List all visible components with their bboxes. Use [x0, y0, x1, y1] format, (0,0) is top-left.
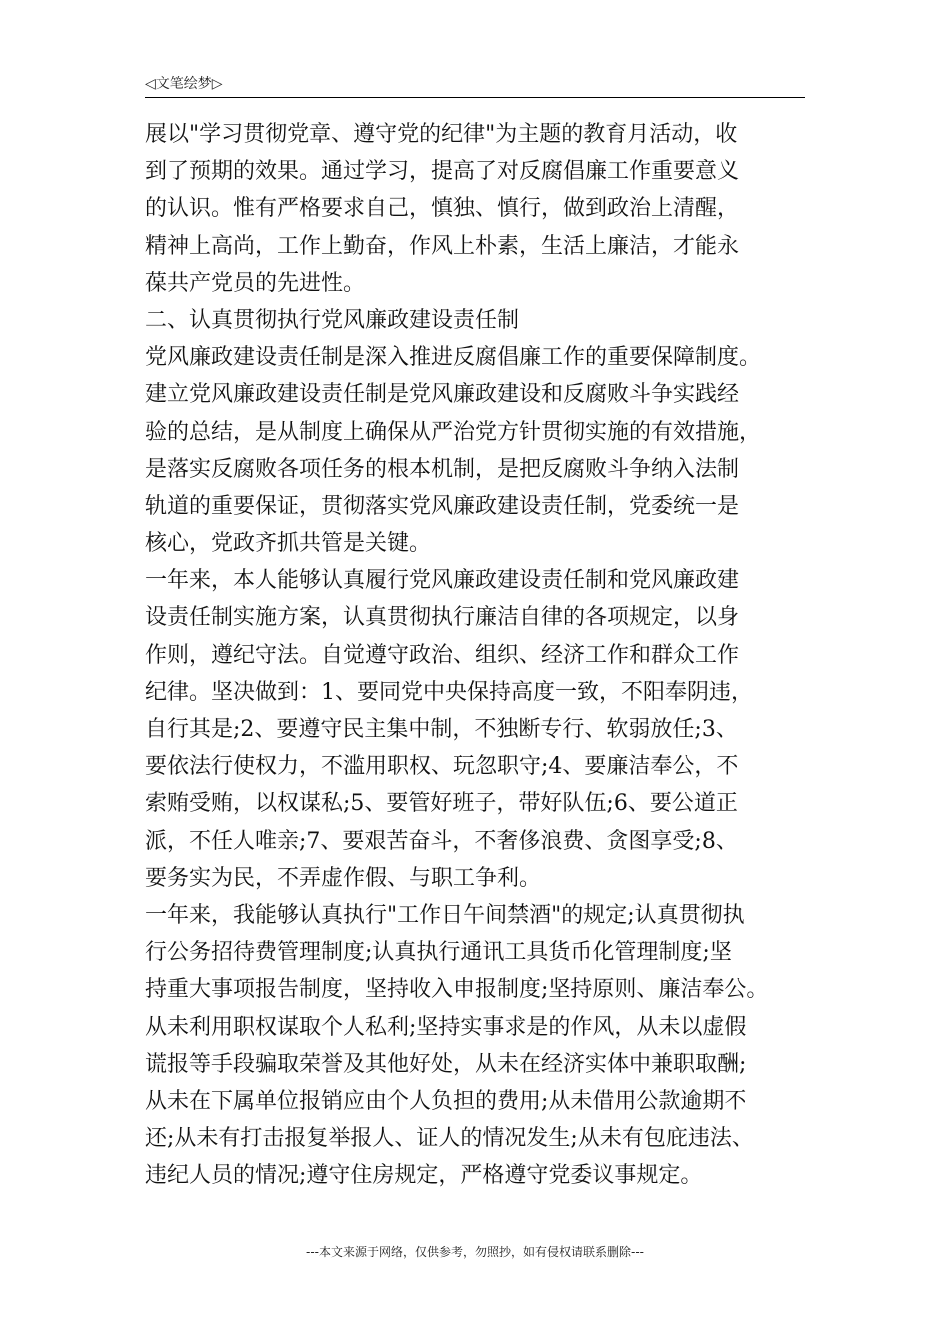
body-line: 验的总结，是从制度上确保从严治党方针贯彻实施的有效措施， [145, 419, 762, 445]
body-line: 违纪人员的情况;遵守住房规定，严格遵守党委议事规定。 [145, 1163, 703, 1189]
body-line: 从未在下属单位报销应由个人负担的费用;从未借用公款逾期不 [145, 1088, 747, 1114]
body-line: 持重大事项报告制度，坚持收入申报制度;坚持原则、廉洁奉公。 [145, 977, 769, 1003]
body-line: 是落实反腐败各项任务的根本机制，是把反腐败斗争纳入法制 [145, 456, 740, 482]
body-line: 一年来，我能够认真执行"工作日午间禁酒"的规定;认真贯彻执 [145, 902, 745, 928]
body-line: 要务实为民，不弄虚作假、与职工争利。 [145, 865, 542, 891]
body-line: 展以"学习贯彻党章、遵守党的纪律"为主题的教育月活动，收 [145, 122, 738, 147]
body-line: 设责任制实施方案，认真贯彻执行廉洁自律的各项规定，以身 [145, 605, 740, 631]
body-line: 纪律。坚决做到：1、要同党中央保持高度一致，不阳奉阴违， [145, 679, 753, 705]
body-line: 建立党风廉政建设责任制是党风廉政建设和反腐败斗争实践经 [145, 382, 740, 408]
body-line: 到了预期的效果。通过学习，提高了对反腐倡廉工作重要意义 [145, 159, 740, 185]
body-line: 轨道的重要保证，贯彻落实党风廉政建设责任制，党委统一是 [145, 493, 740, 519]
body-line: 还;从未有打击报复举报人、证人的情况发生;从未有包庇违法、 [145, 1126, 754, 1152]
body-line: 要依法行使权力，不滥用职权、玩忽职守;4、要廉洁奉公，不 [145, 754, 739, 780]
page-header [145, 74, 805, 98]
body-line: 派，不任人唯亲;7、要艰苦奋斗，不奢侈浪费、贪图享受;8、 [145, 828, 738, 854]
body-line: 行公务招待费管理制度;认真执行通讯工具货币化管理制度;坚 [145, 940, 732, 966]
header-divider [145, 97, 805, 98]
body-line: 一年来，本人能够认真履行党风廉政建设责任制和党风廉政建 [145, 568, 740, 594]
document-body [145, 116, 810, 1194]
body-line: 精神上高尚，工作上勤奋，作风上朴素，生活上廉洁，才能永 [145, 233, 740, 259]
body-line: 核心，党政齐抓共管是关键。 [145, 531, 432, 557]
page-footer: ---本文来源于网络，仅供参考，勿照抄，如有侵权请联系删除--- [306, 1245, 644, 1259]
body-line: 党风廉政建设责任制是深入推进反腐倡廉工作的重要保障制度。 [145, 345, 762, 371]
body-line: 葆共产党员的先进性。 [145, 270, 366, 296]
header-title: ◁文笔绘梦▷ [145, 76, 223, 92]
section-heading: 二、认真贯彻执行党风廉政建设责任制 [145, 307, 520, 333]
body-line: 作则，遵纪守法。自觉遵守政治、组织、经济工作和群众工作 [145, 642, 740, 668]
body-line: 的认识。惟有严格要求自己，慎独、慎行，做到政治上清醒， [145, 196, 740, 222]
body-line: 自行其是;2、要遵守民主集中制，不独断专行、软弱放任;3、 [145, 717, 738, 742]
body-line: 从未利用职权谋取个人私利;坚持实事求是的作风，从未以虚假 [145, 1014, 747, 1040]
body-line: 索贿受贿，以权谋私;5、要管好班子，带好队伍;6、要公道正 [145, 791, 738, 817]
body-line: 谎报等手段骗取荣誉及其他好处，从未在经济实体中兼职取酬; [145, 1051, 747, 1077]
